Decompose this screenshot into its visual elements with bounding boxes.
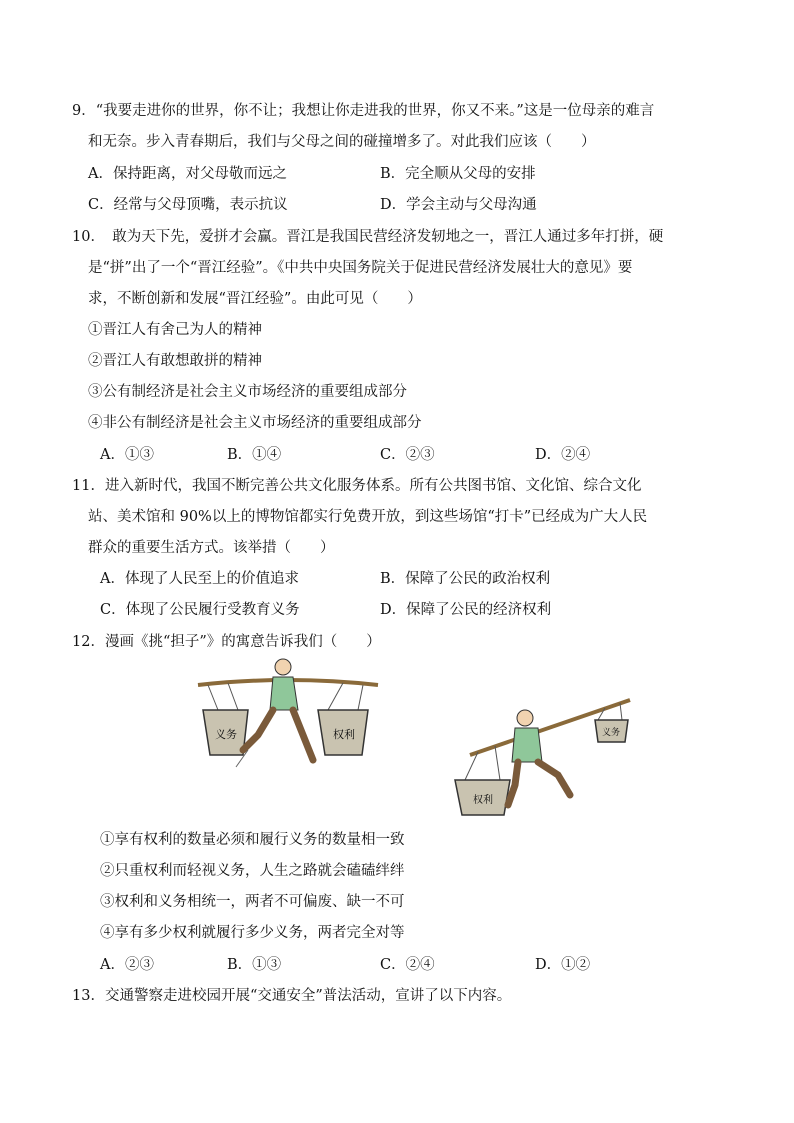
q10-option-a: A．①③ bbox=[100, 447, 154, 463]
q11-option-b: B．保障了公民的政治权利 bbox=[380, 571, 551, 587]
cartoon-right-basket-a-label: 权利 bbox=[473, 795, 493, 806]
cartoon-left-basket-b-label: 权利 bbox=[333, 728, 355, 741]
q9-option-b: B．完全顺从父母的安排 bbox=[380, 166, 536, 182]
q10-option-c: C．②③ bbox=[380, 447, 435, 463]
q12-option-c: C．②④ bbox=[380, 957, 435, 973]
q10-statement-2: ②晋江人有敢想敢拼的精神 bbox=[88, 353, 262, 369]
q10-stem-line-3: 求，不断创新和发展“晋江经验”。由此可见（ ） bbox=[88, 291, 422, 307]
cartoon-left-basket-a-label: 义务 bbox=[215, 728, 237, 741]
q11-option-c: C．体现了公民履行受教育义务 bbox=[100, 602, 300, 618]
q12-statement-4: ④享有多少权利就履行多少义务，两者完全对等 bbox=[100, 925, 405, 941]
q11-stem-line-3: 群众的重要生活方式。该举措（ ） bbox=[88, 540, 335, 556]
q10-option-b: B．①④ bbox=[227, 447, 282, 463]
q10-statement-4: ④非公有制经济是社会主义市场经济的重要组成部分 bbox=[88, 415, 422, 431]
q12-statement-1: ①享有权利的数量必须和履行义务的数量相一致 bbox=[100, 832, 405, 848]
q9-option-c: C．经常与父母顶嘴，表示抗议 bbox=[88, 197, 288, 213]
q12-stem-line-1: 12．漫画《挑“担子”》的寓意告诉我们（ ） bbox=[72, 634, 381, 650]
q9-stem-line-1: 9．“我要走进你的世界，你不让；我想让你走进我的世界，你又不来。”这是一位母亲的难言 bbox=[72, 103, 655, 119]
q10-stem-line-2: 是“拼”出了一个“晋江经验”。《中共中央国务院关于促进民营经济发展壮大的意见》要 bbox=[88, 260, 633, 276]
q12-option-b: B．①③ bbox=[227, 957, 282, 973]
q10-option-d: D．②④ bbox=[535, 447, 591, 463]
q12-statement-2: ②只重权利而轻视义务，人生之路就会磕磕绊绊 bbox=[100, 863, 405, 879]
q9-option-a: A．保持距离，对父母敬而远之 bbox=[88, 166, 287, 182]
q10-statement-1: ①晋江人有舍己为人的精神 bbox=[88, 322, 262, 338]
q10-statement-3: ③公有制经济是社会主义市场经济的重要组成部分 bbox=[88, 384, 407, 400]
q11-option-a: A．体现了人民至上的价值追求 bbox=[100, 571, 299, 587]
cartoon-unbalanced-carrier bbox=[440, 690, 640, 820]
q9-stem-line-2: 和无奈。步入青春期后，我们与父母之间的碰撞增多了。对此我们应该（ ） bbox=[88, 134, 596, 150]
cartoon-right-basket-b-label: 义务 bbox=[601, 728, 621, 738]
q12-option-d: D．①② bbox=[535, 957, 591, 973]
q9-option-d: D．学会主动与父母沟通 bbox=[380, 197, 537, 213]
cartoon-balanced-carrier bbox=[188, 655, 388, 775]
q12-option-a: A．②③ bbox=[100, 957, 154, 973]
q13-stem-line-1: 13．交通警察走进校园开展“交通安全”普法活动，宣讲了以下内容。 bbox=[72, 988, 512, 1004]
q12-statement-3: ③权利和义务相统一，两者不可偏废、缺一不可 bbox=[100, 894, 405, 910]
q11-stem-line-2: 站、美术馆和 90%以上的博物馆都实行免费开放，到这些场馆“打卡”已经成为广大人民 bbox=[88, 509, 648, 525]
q11-stem-line-1: 11．进入新时代，我国不断完善公共文化服务体系。所有公共图书馆、文化馆、综合文化 bbox=[72, 478, 642, 494]
q10-stem-line-1: 10． 敢为天下先，爱拼才会赢。晋江是我国民营经济发轫地之一，晋江人通过多年打拼，硬 bbox=[72, 229, 664, 245]
q11-option-d: D．保障了公民的经济权利 bbox=[380, 602, 552, 618]
